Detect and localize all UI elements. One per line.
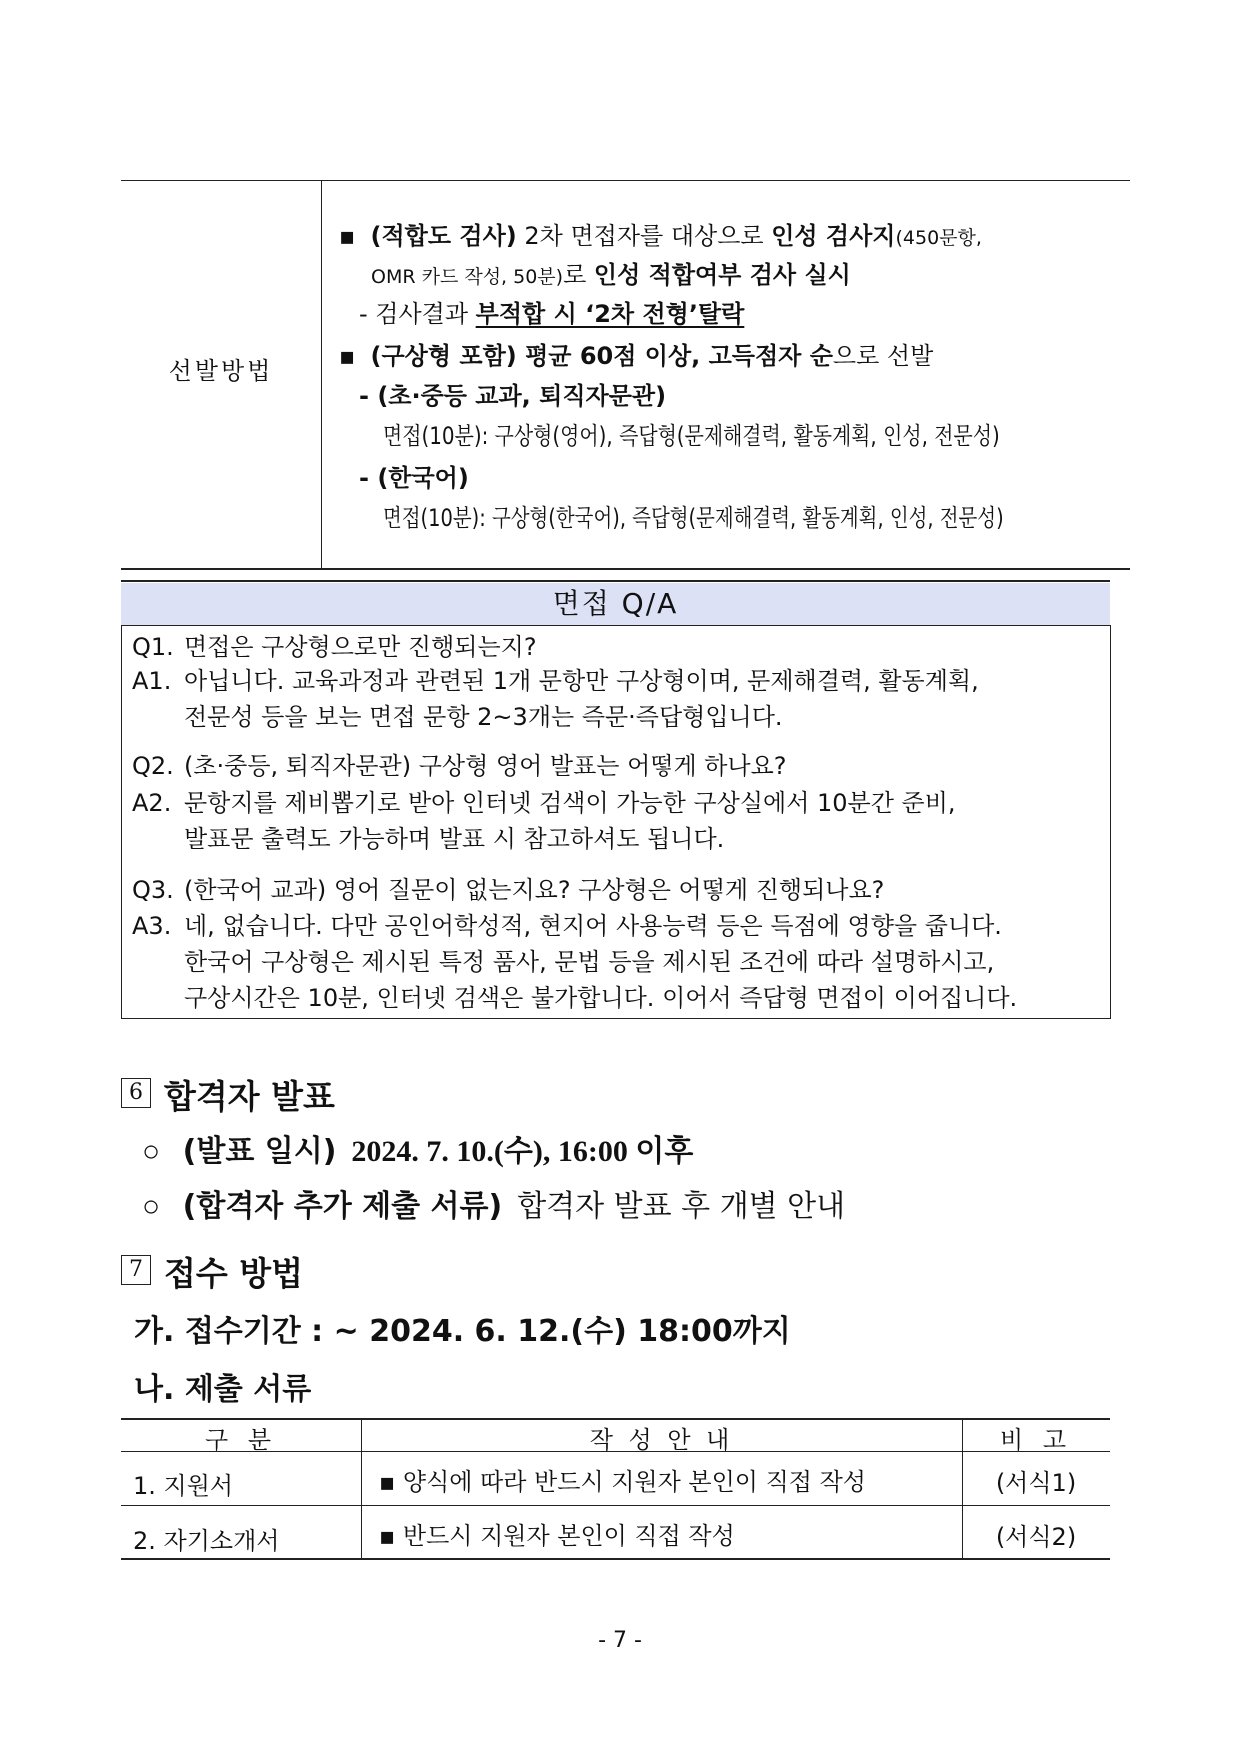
- korean-interview-detail: 면접(10분): 구상형(한국어), 즉답형(문제해결력, 활동계획, 인성, 전문성): [383, 504, 1004, 532]
- announcement-date-line: ○ (발표 일시) 2024. 7. 10.(수), 16:00 이후: [142, 1134, 694, 1169]
- aptitude-test-line-2: OMR 카드 작성, 50분)로 인성 적합여부 검사 실시: [371, 261, 851, 289]
- korean-heading: - (한국어): [359, 464, 469, 492]
- column-header: 구 분: [205, 1426, 277, 1454]
- elementary-interview-detail: 면접(10분): 구상형(영어), 즉답형(문제해결력, 활동계획, 인성, 전문성): [383, 422, 1000, 450]
- table-divider: [321, 181, 322, 568]
- additional-documents-line: ○ (합격자 추가 제출 서류) 합격자 발표 후 개별 안내: [142, 1189, 846, 1224]
- table-cell: (서식1): [995, 1469, 1077, 1497]
- section-7-title: 접수 방법: [164, 1254, 304, 1293]
- page-number: - 7 -: [598, 1628, 642, 1653]
- documents-subtitle: 나. 제출 서류: [134, 1372, 312, 1407]
- test-result-line: - 검사결과 부적합 시 ‘2차 전형’탈락: [359, 300, 745, 328]
- documents-table: [121, 1418, 1110, 1560]
- column-header: 비 고: [1000, 1426, 1072, 1454]
- table-cell: (서식2): [995, 1523, 1077, 1551]
- bullet: ▪: [339, 222, 356, 250]
- application-period: 가. 접수기간 : ~ 2024. 6. 12.(수) 18:00까지: [134, 1314, 791, 1349]
- selection-method-label: 선발방법: [168, 357, 274, 385]
- elementary-secondary-heading: - (초·중등 교과, 퇴직자문관): [359, 382, 667, 410]
- section-number-7: 7: [121, 1255, 151, 1285]
- table-cell: ▪ 반드시 지원자 본인이 직접 작성: [379, 1522, 735, 1550]
- average-score-line: ▪ (구상형 포함) 평균 60점 이상, 고득점자 순으로 선발: [339, 342, 934, 370]
- aptitude-test-line: ▪ (적합도 검사) 2차 면접자를 대상으로 인성 검사지(450문항,: [339, 222, 982, 250]
- table-cell: 2. 자기소개서: [133, 1527, 280, 1555]
- section-6-title: 합격자 발표: [164, 1077, 335, 1116]
- table-cell: ▪ 양식에 따라 반드시 지원자 본인이 직접 작성: [379, 1468, 866, 1496]
- qa-title: 면접 Q/A: [121, 583, 1110, 625]
- bullet: ▪: [339, 342, 356, 370]
- qa-box: Q1. 면접은 구상형으로만 진행되는지? A1. 아닙니다. 교육과정과 관련된 1개 문항만 구상형이며, 문제해결력, 활동계획, 전문성 등을 보는 면접 문항 2~3개는 즉문·즉답형입니다. Q2. (초·중등, 퇴직자문관) 구상형 영어 발표는 어떻게 하나요? A2. 문항지를 제비뽑기로 받아 인터넷 검색이 가능한 구상실에서 10분간 준비, 발표문 출력도 가능하며 발표 시 참고하셔도 됩니다. Q3. (한국어 교과) 영어 질문이 없는지요? 구상형은 어떻게 진행되나요? A3. 네, 없습니다. 다만 공인어학성적, 현지어 사용능력 등은 득점에 영향을 줍니다. 한국어 구상형은 제시된 특정 품사, 문법 등을 제시된 조건에 따라 설명하시고, 구상시간은 10분, 인터넷 검색은 불가합니다. 이어서 즉답형 면접이 이어집니다.: [121, 625, 1111, 1019]
- qa-header-rule: [121, 580, 1110, 582]
- selection-method-table: [121, 180, 1130, 570]
- section-number-6: 6: [121, 1078, 151, 1108]
- column-header: 작 성 안 내: [589, 1426, 734, 1454]
- table-cell: 1. 지원서: [133, 1472, 234, 1500]
